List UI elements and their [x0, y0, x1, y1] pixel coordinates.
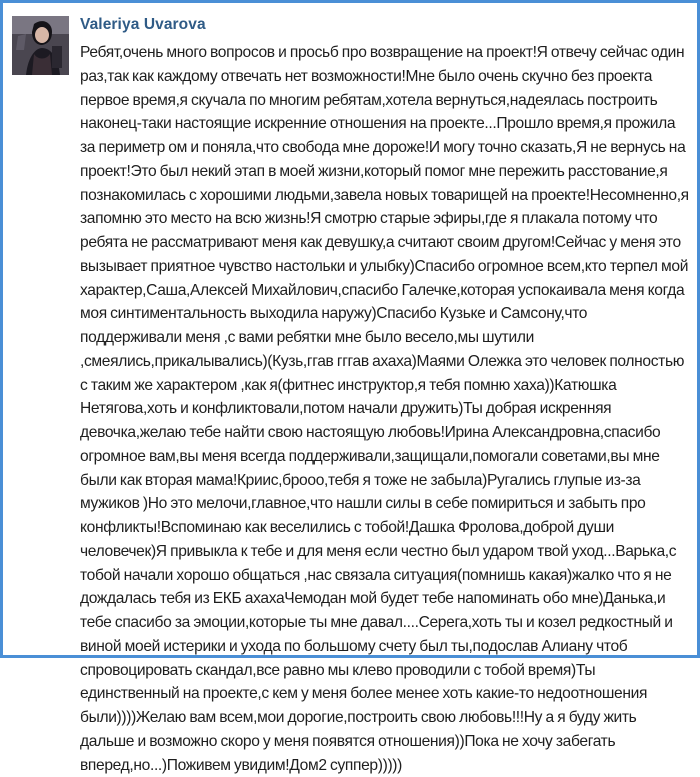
author-name[interactable]: Valeriya Uvarova — [80, 16, 206, 33]
avatar[interactable] — [12, 16, 69, 75]
user-photo-avatar-icon — [12, 16, 69, 75]
post-text: Ребят,очень много вопросов и просьб про возвращение на проект!Я отвечу сейчас один раз,так как каждому отвечать нет возможности!Мне было очень скучно без проекта первое время,я скучала по многим ребятам,хотела вернуться,надеялась построить наконец-таки настоящие искренние отношения на проекте...Прошло время,я прожила за периметр ом и поняла,что свобода мне дороже!И могу точно сказать,Я не вернусь на проект!Это был некий этап в моей жизни,который помог мне пережить расстование,я познакомилась с хорошими людьми,завела новых товарищей на проекте!Несомненно,я запомню это место на всю жизнь!Я смотрю старые эфиры,где я плакала потому что ребята не рассматривают меня как девушку,а считают своим другом!Сейчас у меня это вызывает приятное чувство настольки и улыбку)Спасибо огромное всем,кто терпел мой характер,Саша,Алексей Михайлович,спасибо Галечке,которая успокаивала меня когда моя синтиментальность выходила наружу)Спасибо Кузьке и Самсону,что поддерживали меня ,с вами ребятки мне было весело,мы шутили ,смеялись,прикалывались)(Кузь,ггав гггав ахаха)Маями Олежка это человек полностью с таким же характером ,как я(фитнес инструктор,я тебя помню хаха))Катюшка Нетягова,хоть и конфликтовали,потом начали дружить)Ты добрая искренняя девочка,желаю тебе найти свою настоящую любовь!Ирина Александровна,спасибо огромное вам,вы меня всегда поддерживали,защищали,помогали советами,вы мне были как вторая мама!Криис,броoo,тебя я тоже не забыла)Ругались глупые из-за мужиков )Но это мелочи,главное,что нашли силы в себе помириться и забыть про конфликты!Вспоминаю как веселились с тобой!Дашка Фролова,доброй души человечек)Я привыкла к тебе и для меня если честно был ударом твой уход...Варька,с тобой начали хорошо общаться ,нас связала ситуация(помнишь какая)жалко что я не дождалась тебя из ЕКБ ахахаЧемодан мой будет тебе напоминать обо мне)Данька,и тебе спасибо за эмоции,которые ты мне давал....Серега,хоть ты и козел редкостный и виной моей истерики и ухода по большому счету был ты,подослав Алиану чтоб спровоцировать скандал,все равно мы клево проводили с тобой время)Ты единственный на проекте,с кем у меня более менее хоть какие-то недоотношения были))))Желаю вам всем,мои дорогие,построить свою любовь!!!Ну а я буду жить дальше и возможно скоро у меня появятся отношения))Пока не хочу забегать вперед,но...)Поживем увидим!Дом2 суппер))))) — [80, 44, 689, 774]
